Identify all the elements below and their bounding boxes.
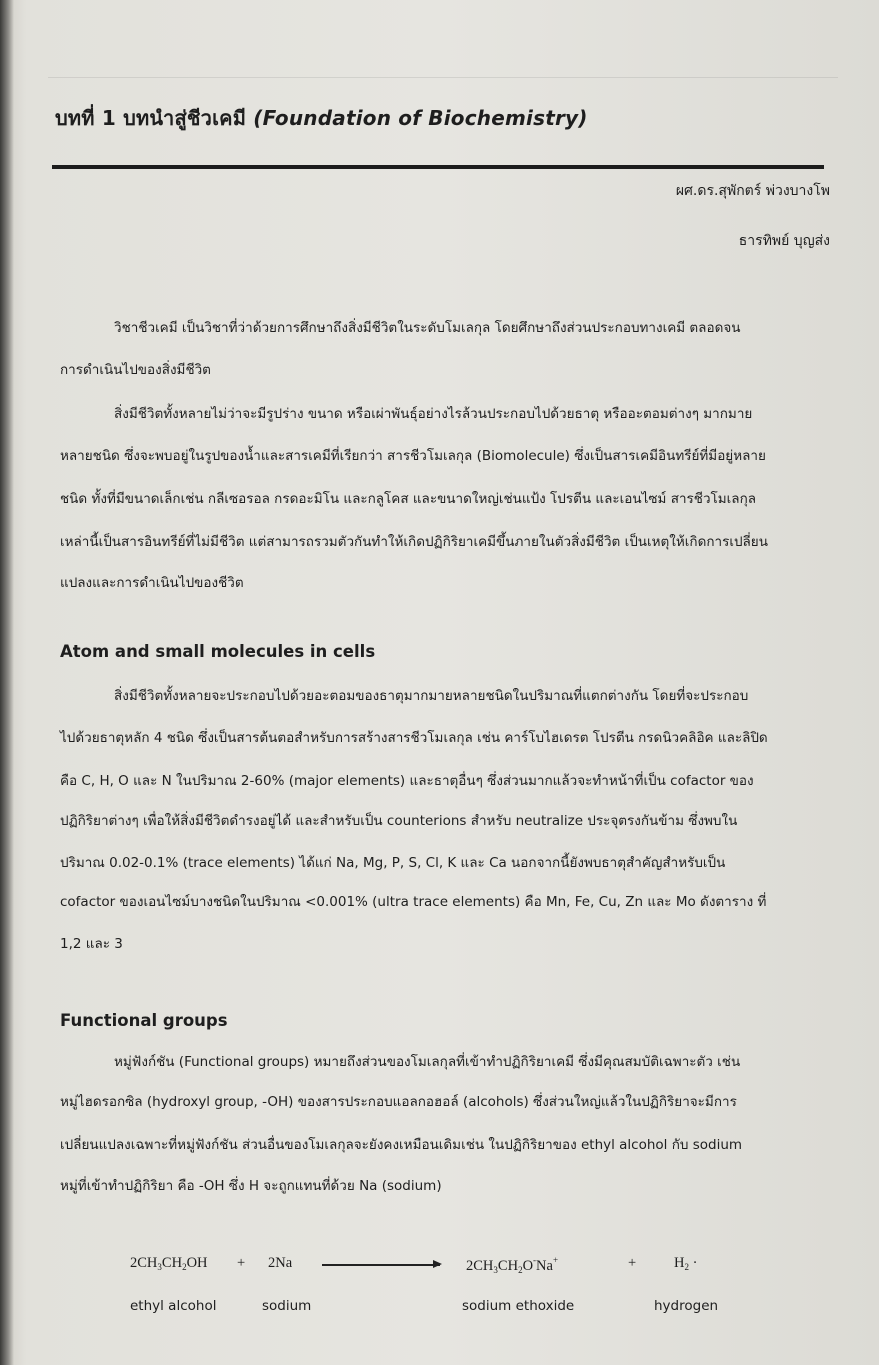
reaction-arrow	[322, 1264, 440, 1266]
title-rule	[52, 165, 824, 169]
author-2: ธารทิพย์ บุญส่ง	[738, 233, 830, 249]
intro-line: สิ่งมีชีวิตทั้งหลายไม่ว่าจะมีรูปร่าง ขนาด หรือเผ่าพันธุ์อย่างไรล้วนประกอบไปด้วยธาตุ หรืออะตอมต่างๆ มากมาย	[114, 406, 753, 422]
section-heading-atoms: Atom and small molecules in cells	[60, 642, 376, 661]
label-ethyl-alcohol: ethyl alcohol	[130, 1298, 217, 1314]
functional-line: หมู่ที่เข้าทำปฏิกิริยา คือ -OH ซึ่ง H จะถูกแทนที่ด้วย Na (sodium)	[60, 1178, 442, 1194]
intro-line: เหล่านี้เป็นสารอินทรีย์ที่ไม่มีชีวิต แต่สามารถรวมตัวกันทำให้เกิดปฏิกิริยาเคมีขึ้นภายในตัวสิ่งมีชีวิต เป็นเหตุให้เกิดการเปลี่ยน	[60, 534, 768, 550]
product-sodium-ethoxide: $2CH_3CH_2O^-Na^+$	[466, 1255, 559, 1275]
functional-line: หมู่ฟังก์ชัน (Functional groups) หมายถึงส่วนของโมเลกุลที่เข้าทำปฏิกิริยาเคมี ซึ่งมีคุณสมบัติเฉพาะตัว เช่น	[114, 1054, 741, 1070]
atoms-line: cofactor ของเอนไซม์บางชนิดในปริมาณ <0.001% (ultra trace elements) คือ Mn, Fe, Cu, Zn และ Mo ดังตาราง ที่	[60, 894, 767, 910]
intro-line: หลายชนิด ซึ่งจะพบอยู่ในรูปของน้ำและสารเคมีที่เรียกว่า สารชีวโมเลกุล (Biomolecule) ซึ่งเป็นสารเคมีอินทรีย์ที่มีอยู่หลาย	[60, 448, 766, 464]
intro-line: การดำเนินไปของสิ่งมีชีวิต	[60, 362, 211, 378]
label-hydrogen: hydrogen	[654, 1298, 719, 1314]
intro-line: วิชาชีวเคมี เป็นวิชาที่ว่าด้วยการศึกษาถึงสิ่งมีชีวิตในระดับโมเลกุล โดยศึกษาถึงส่วนประกอบทางเคมี ตลอดจน	[114, 320, 741, 336]
atoms-line: สิ่งมีชีวิตทั้งหลายจะประกอบไปด้วยอะตอมของธาตุมากมายหลายชนิดในปริมาณที่แตกต่างกัน โดยที่จะประกอบ	[114, 688, 749, 704]
atoms-line: คือ C, H, O และ N ในปริมาณ 2-60% (major elements) และธาตุอื่นๆ ซึ่งส่วนมากแล้วจะทำหน้าที่เป็น cofactor ของ	[60, 773, 754, 789]
atoms-line: ปริมาณ 0.02-0.1% (trace elements) ได้แก่ Na, Mg, P, S, Cl, K และ Ca นอกจากนี้ยังพบธาตุสำคัญสำหรับเป็น	[60, 855, 726, 871]
section-heading-functional: Functional groups	[60, 1011, 228, 1030]
atoms-line: 1,2 และ 3	[60, 936, 123, 952]
intro-line: แปลงและการดำเนินไปของชีวิต	[60, 575, 244, 591]
reactant-sodium: 2Na	[268, 1255, 293, 1271]
functional-line: เปลี่ยนแปลงเฉพาะที่หมู่ฟังก์ชัน ส่วนอื่นของโมเลกุลจะยังคงเหมือนเดิมเช่น ในปฏิกิริยาของ ethyl alcohol กับ sodium	[60, 1137, 743, 1153]
product-hydrogen: $H_2$ ·	[674, 1255, 698, 1272]
chapter-title	[55, 102, 588, 134]
chapter-title-thai: บทที่ 1 บทนำสู่ชีวเคมี	[55, 106, 254, 130]
chapter-title-english: (Foundation of Biochemistry)	[253, 106, 588, 130]
functional-line: หมู่ไฮดรอกซิล (hydroxyl group, -OH) ของสารประกอบแอลกอฮอล์ (alcohols) ซึ่งส่วนใหญ่แล้วในปฏิกิริยาจะมีการ	[60, 1094, 737, 1110]
atoms-line: ไปด้วยธาตุหลัก 4 ชนิด ซึ่งเป็นสารต้นตอสำหรับการสร้างสารชีวโมเลกุล เช่น คาร์โบไฮเดรต โปรตีน กรดนิวคลิอิค และลิปิด	[60, 730, 768, 746]
label-sodium: sodium	[262, 1298, 312, 1314]
author-1: ผศ.ดร.สุพักตร์ พ่วงบางโพ	[675, 183, 830, 199]
label-sodium-ethoxide: sodium ethoxide	[462, 1298, 575, 1314]
reactant-ethanol: $2CH_3CH_2OH$	[130, 1255, 208, 1272]
bleed-through-mark	[48, 55, 838, 78]
plus-sign: +	[237, 1255, 246, 1271]
intro-line: ชนิด ทั้งที่มีขนาดเล็กเช่น กลีเซอรอล กรดอะมิโน และกลูโคส และขนาดใหญ่เช่นแป้ง โปรตีน และเอนไซม์ สารชีวโมเลกุล	[60, 491, 757, 507]
atoms-line: ปฏิกิริยาต่างๆ เพื่อให้สิ่งมีชีวิตดำรงอยู่ได้ และสำหรับเป็น counterions สำหรับ neutralize ประจุตรงกันข้าม ซึ่งพบใน	[60, 813, 738, 829]
plus-sign: +	[628, 1255, 637, 1271]
